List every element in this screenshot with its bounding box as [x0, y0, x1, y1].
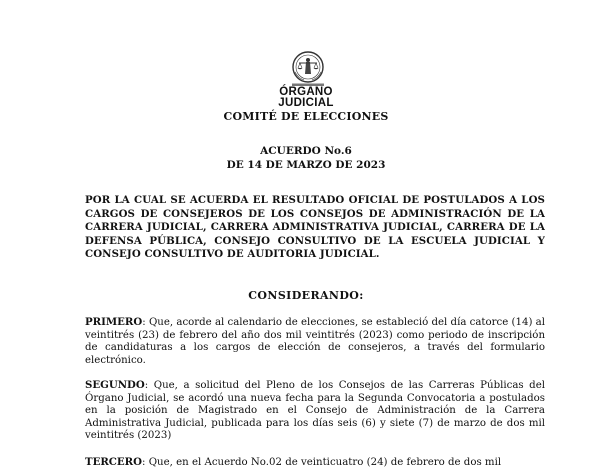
- paragraph-tercero: [85, 456, 545, 470]
- agreement-subject: POR LA CUAL SE ACUERDA EL RESULTADO OFICIAL DE POSTULADOS A LOS CARGOS DE CONSEJEROS DE LOS CONSEJOS DE ADMINISTRACIÓN DE LA CARRERA JUDICIAL, CARRERA ADMINISTRATIVA JUDICIAL, CARRERA DE LA DEFENSA PÚBLICA, CONSEJO CONSULTIVO DE LA ESCUELA JUDICIAL Y CONSEJO CONSULTIVO DE AUDITORIA JUDICIAL.: [85, 194, 545, 261]
- paragraph-text: : Que, a solicitud del Pleno de los Consejos de las Carreras Públicas del Órgano Judicial, se acordó una nueva fecha para la Segunda Convocatoria a postulados en la posición de Magistrado en el Consejo de Administración de la Carrera Administrativa Judicial, publicada para los días seis (6) y siete (7) de marzo de dos mil veintitrés (2023): [85, 380, 545, 442]
- paragraph-label: PRIMERO: [85, 316, 143, 328]
- agreement-number: ACUERDO No.6: [260, 145, 352, 157]
- paragraph-label: TERCERO: [85, 456, 143, 468]
- logo-text-organo: ÓRGANO: [279, 86, 333, 98]
- paragraph-segundo: [85, 379, 545, 443]
- considerando-heading: CONSIDERANDO:: [248, 289, 364, 302]
- logo-text-judicial: JUDICIAL: [278, 97, 334, 109]
- committee-title: COMITÉ DE ELECCIONES: [223, 110, 389, 123]
- paragraph-primero: [85, 316, 545, 367]
- paragraph-text: : Que, acorde al calendario de elecciones, se estableció del día catorce (14) al veintitrés (23) de febrero del año dos mil veintitrés (2023) como periodo de inscripción de candidaturas a los cargos de elección de consejeros, a través del formulario electrónico.: [85, 317, 545, 366]
- judicial-emblem-icon: [284, 50, 332, 88]
- agreement-date: DE 14 DE MARZO DE 2023: [226, 159, 386, 171]
- paragraph-text: : Que, en el Acuerdo No.02 de veinticuatro (24) de febrero de dos mil: [142, 457, 502, 468]
- paragraph-label: SEGUNDO: [85, 379, 145, 391]
